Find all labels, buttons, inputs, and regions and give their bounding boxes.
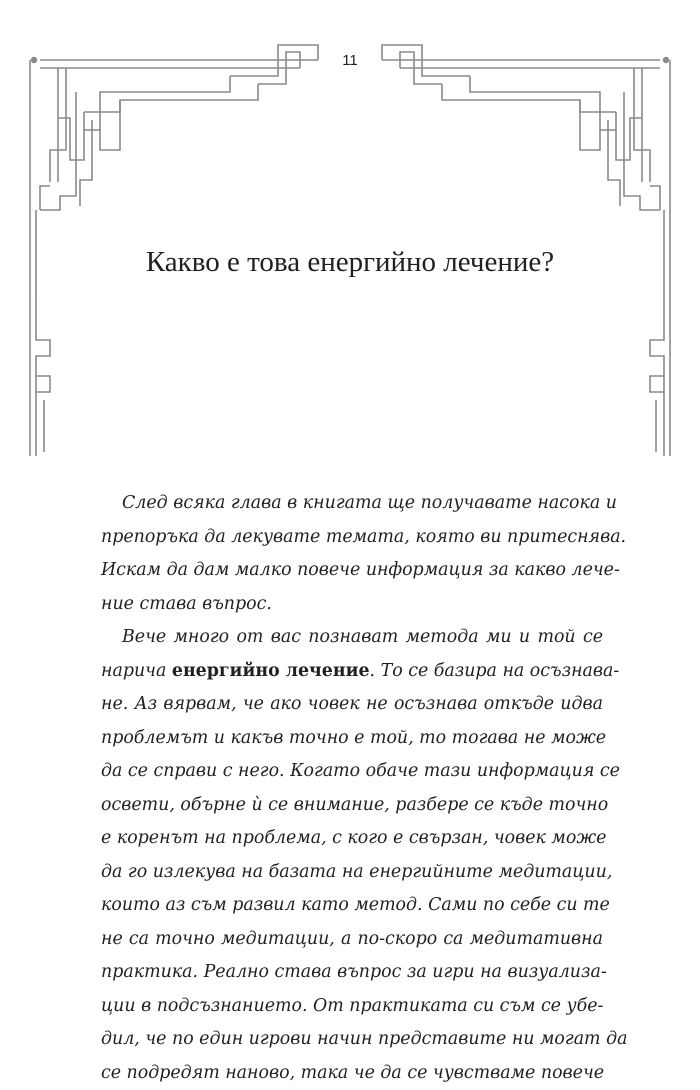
text-line: практика. Реално става въпрос за игри на визуализа- (101, 956, 603, 990)
text-fragment: . То се базира на осъзнава- (370, 661, 620, 681)
paragraph-1 (101, 487, 603, 621)
ornamental-page-frame (0, 0, 700, 470)
page-number: 11 (0, 52, 700, 69)
body-text (101, 487, 603, 1090)
text-line: препоръка да лекувате темата, която ви притеснява. (101, 521, 603, 555)
text-line: Искам да дам малко повече информация за какво лече- (101, 554, 603, 588)
text-line: които аз съм развил като метод. Сами по себе си те (101, 889, 603, 923)
text-line: се подредят наново, така че да се чувстваме повече (101, 1057, 603, 1090)
highlighted-term: енергийно лечение (172, 661, 370, 681)
text-fragment: нарича (101, 661, 166, 681)
text-line: проблемът и какъв точно е той, то тогава не може (101, 722, 603, 756)
frame-lower-left (30, 292, 50, 456)
paragraph-2 (101, 621, 603, 1090)
chapter-title: Какво е това енергийно лечение? (0, 246, 700, 279)
text-line: е коренът на проблема, с кого е свързан, човек може (101, 822, 603, 856)
text-line: ции в подсъзнанието. От практиката си съм се убе- (101, 990, 603, 1024)
text-line: не. Аз вярвам, че ако човек не осъзнава откъде идва (101, 688, 603, 722)
text-line: Вече много от вас познават метода ми и той се (101, 621, 603, 655)
text-line: ние става въпрос. (101, 588, 603, 622)
text-line: не са точно медитации, а по-скоро са медитативна (101, 923, 603, 957)
text-line: освети, обърне ѝ се внимание, разбере се къде точно (101, 789, 603, 823)
text-line: да го излекува на базата на енергийните медитации, (101, 856, 603, 890)
text-line: След всяка глава в книгата ще получавате насока и (101, 487, 603, 521)
text-line: дил, че по един игрови начин представите ни могат да (101, 1023, 603, 1057)
frame-lower-right (650, 292, 670, 456)
text-line: да се справи с него. Когато обаче тази информация се (101, 755, 603, 789)
text-line (101, 655, 603, 689)
